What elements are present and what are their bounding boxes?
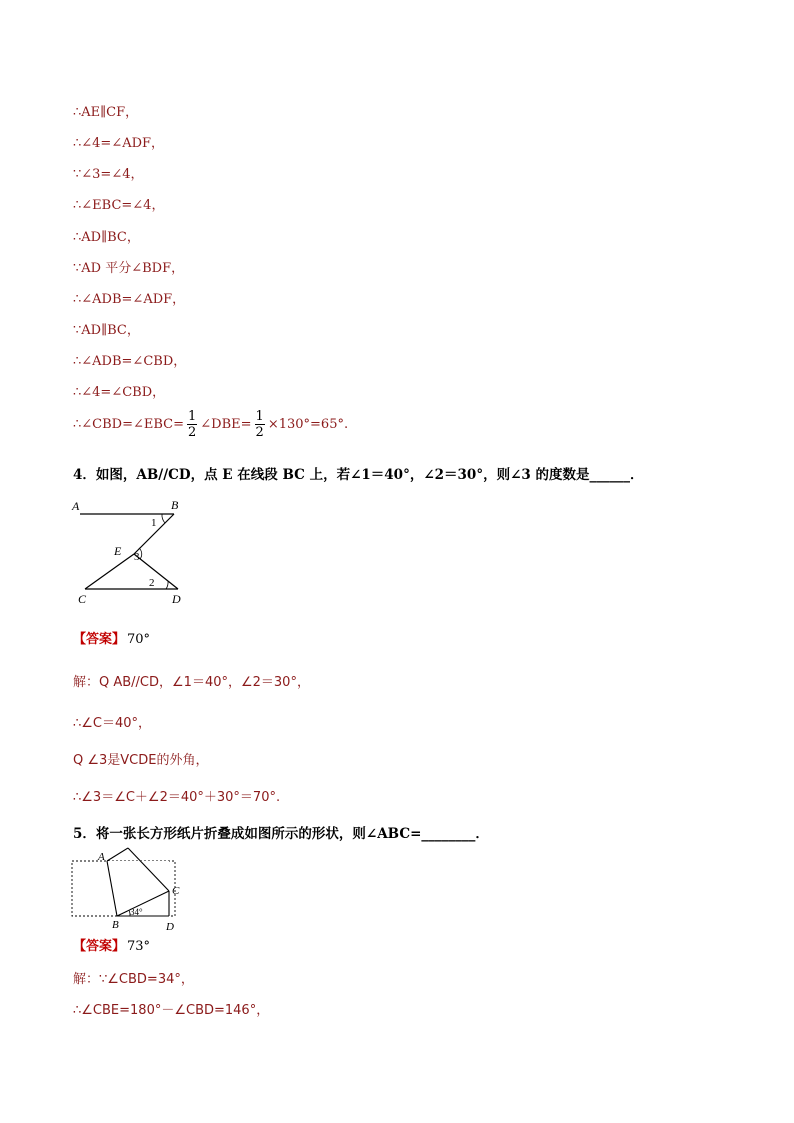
solution-line: ∴∠3＝∠C＋∠2＝40°＋30°＝70°. [73,790,281,805]
label-d: D [172,592,181,606]
solution-line: 解：Q AB//CD，∠1＝40°，∠2＝30°， [73,675,310,690]
segment-ed [134,554,178,589]
question-5-figure [68,842,188,934]
label-b: B [171,498,179,512]
question-5-answer [73,935,150,954]
final-part2: ∠DBE= [200,417,252,432]
answer-value: 70° [127,632,151,647]
proof-line: ∴∠4=∠CBD， [73,385,166,400]
solution-line: 解：∵∠CBD=34°， [73,972,194,987]
proof-line: ∴∠ADB=∠CBD， [73,354,187,369]
final-part1: ∴∠CBD=∠EBC= [73,417,184,432]
label-a: A [98,851,105,863]
frac-num: 1 [255,409,264,424]
frac-num: 1 [188,409,197,424]
answer-tag: 【答案】 [73,632,126,647]
solution-line: Q ∠3是VCDE的外角， [73,753,209,768]
angle-1-arc [162,514,165,523]
solution-line: ∴∠CBE=180°－∠CBD=146°， [73,1003,270,1018]
answer-value: 73° [127,939,151,954]
fraction-half [255,409,265,440]
proof-line: ∴∠4=∠ADF， [73,136,165,151]
proof-line: ∴AE∥CF， [73,105,139,120]
label-b: B [112,919,119,931]
solution-line: ∴∠C＝40°， [73,716,152,731]
segment-ec [85,554,134,589]
proof-line: ∴AD∥BC， [73,230,140,245]
question-4-figure [70,496,190,608]
angle-2-arc [166,581,168,589]
label-d: D [166,921,174,933]
folded-top-edge [107,848,128,861]
frac-den: 2 [255,425,264,440]
proof-line: ∵AD∥BC， [73,323,140,338]
label-e: E [114,544,122,558]
proof-line: ∴∠ADB=∠ADF， [73,292,186,307]
label-angle-3: 3 [134,551,140,563]
final-proof-line [73,409,348,440]
fraction-half [187,409,197,440]
final-part3: ×130°=65°. [267,417,349,432]
proof-line: ∵∠3=∠4， [73,167,144,182]
frac-den: 2 [188,425,197,440]
proof-line: ∵AD 平分∠BDF， [73,261,185,276]
question-4-answer [73,628,150,647]
label-angle-2: 2 [149,577,155,589]
proof-line: ∴∠EBC=∠4， [73,198,165,213]
question-5-text: 5．将一张长方形纸片折叠成如图所示的形状，则∠ABC=________． [73,826,489,842]
label-c: C [172,885,180,897]
label-a: A [72,499,80,513]
question-4-text: 4．如图，AB//CD，点 E 在线段 BC 上，若∠1＝40°，∠2＝30°，则∠3 的度数是______． [73,467,644,483]
label-angle-34: 34° [130,907,143,917]
label-c: C [78,592,87,606]
answer-tag: 【答案】 [73,939,126,954]
label-angle-1: 1 [151,517,157,529]
